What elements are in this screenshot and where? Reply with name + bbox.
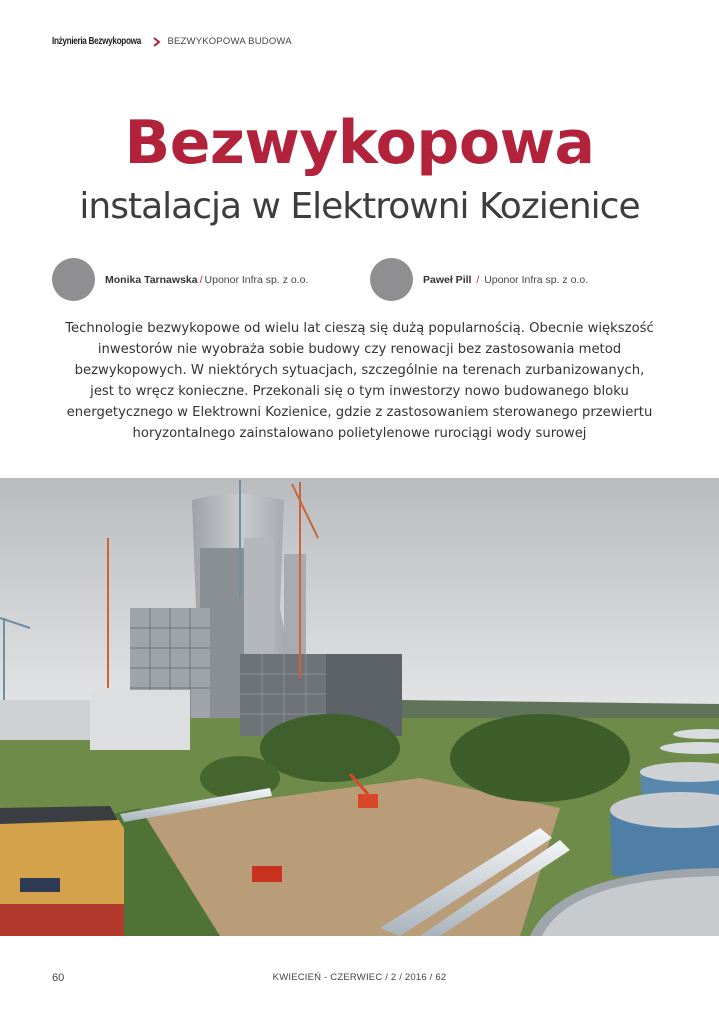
breadcrumb [52,36,292,47]
article-photo [0,478,719,936]
author-name: Monika Tarnawska [105,273,198,286]
article-title: Bezwykopowa [124,108,595,178]
chevron-right-icon [152,37,161,47]
lead-line: inwestorów nie wyobraża sobie budowy czy renowacji bez zastosowania metod [97,342,622,357]
magazine-brand: Inżynieria Bezwykopowa [52,36,141,47]
issue-info: KWIECIEŃ - CZERWIEC / 2 / 2016 / 62 [272,972,447,983]
author-byline [105,274,308,286]
avatar [52,258,95,301]
author-block [370,258,588,301]
lead-line: horyzontalnego zainstalowano polietylenowe rurociągi wody surowej [132,426,587,441]
author-block [52,258,308,301]
author-name: Paweł Pill [423,273,472,286]
author-separator: / [199,273,203,286]
author-affiliation: Uponor Infra sp. z o.o. [484,273,589,286]
author-byline [423,274,588,286]
avatar [370,258,413,301]
lead-line: jest to wręcz konieczne. Przekonali się o tym inwestorzy nowo budowanego bloku [90,384,629,399]
author-separator: / [473,273,483,286]
article-lead [48,318,671,444]
power-plant-photo [0,478,719,936]
lead-line: bezwykopowych. W niektórych sytuacjach, szczególnie na terenach zurbanizowanych, [74,363,645,378]
lead-line: Technologie bezwykopowe od wielu lat cieszą się dużą popularnością. Obecnie większość [65,321,654,336]
breadcrumb-section: BEZWYKOPOWA BUDOWA [167,36,292,47]
lead-line: energetycznego w Elektrowni Kozienice, gdzie z zastosowaniem sterowanego przewiertu [66,405,653,420]
page-number: 60 [52,972,65,984]
article-subtitle: instalacja w Elektrowni Kozienice [79,186,640,227]
author-affiliation: Uponor Infra sp. z o.o. [204,273,309,286]
